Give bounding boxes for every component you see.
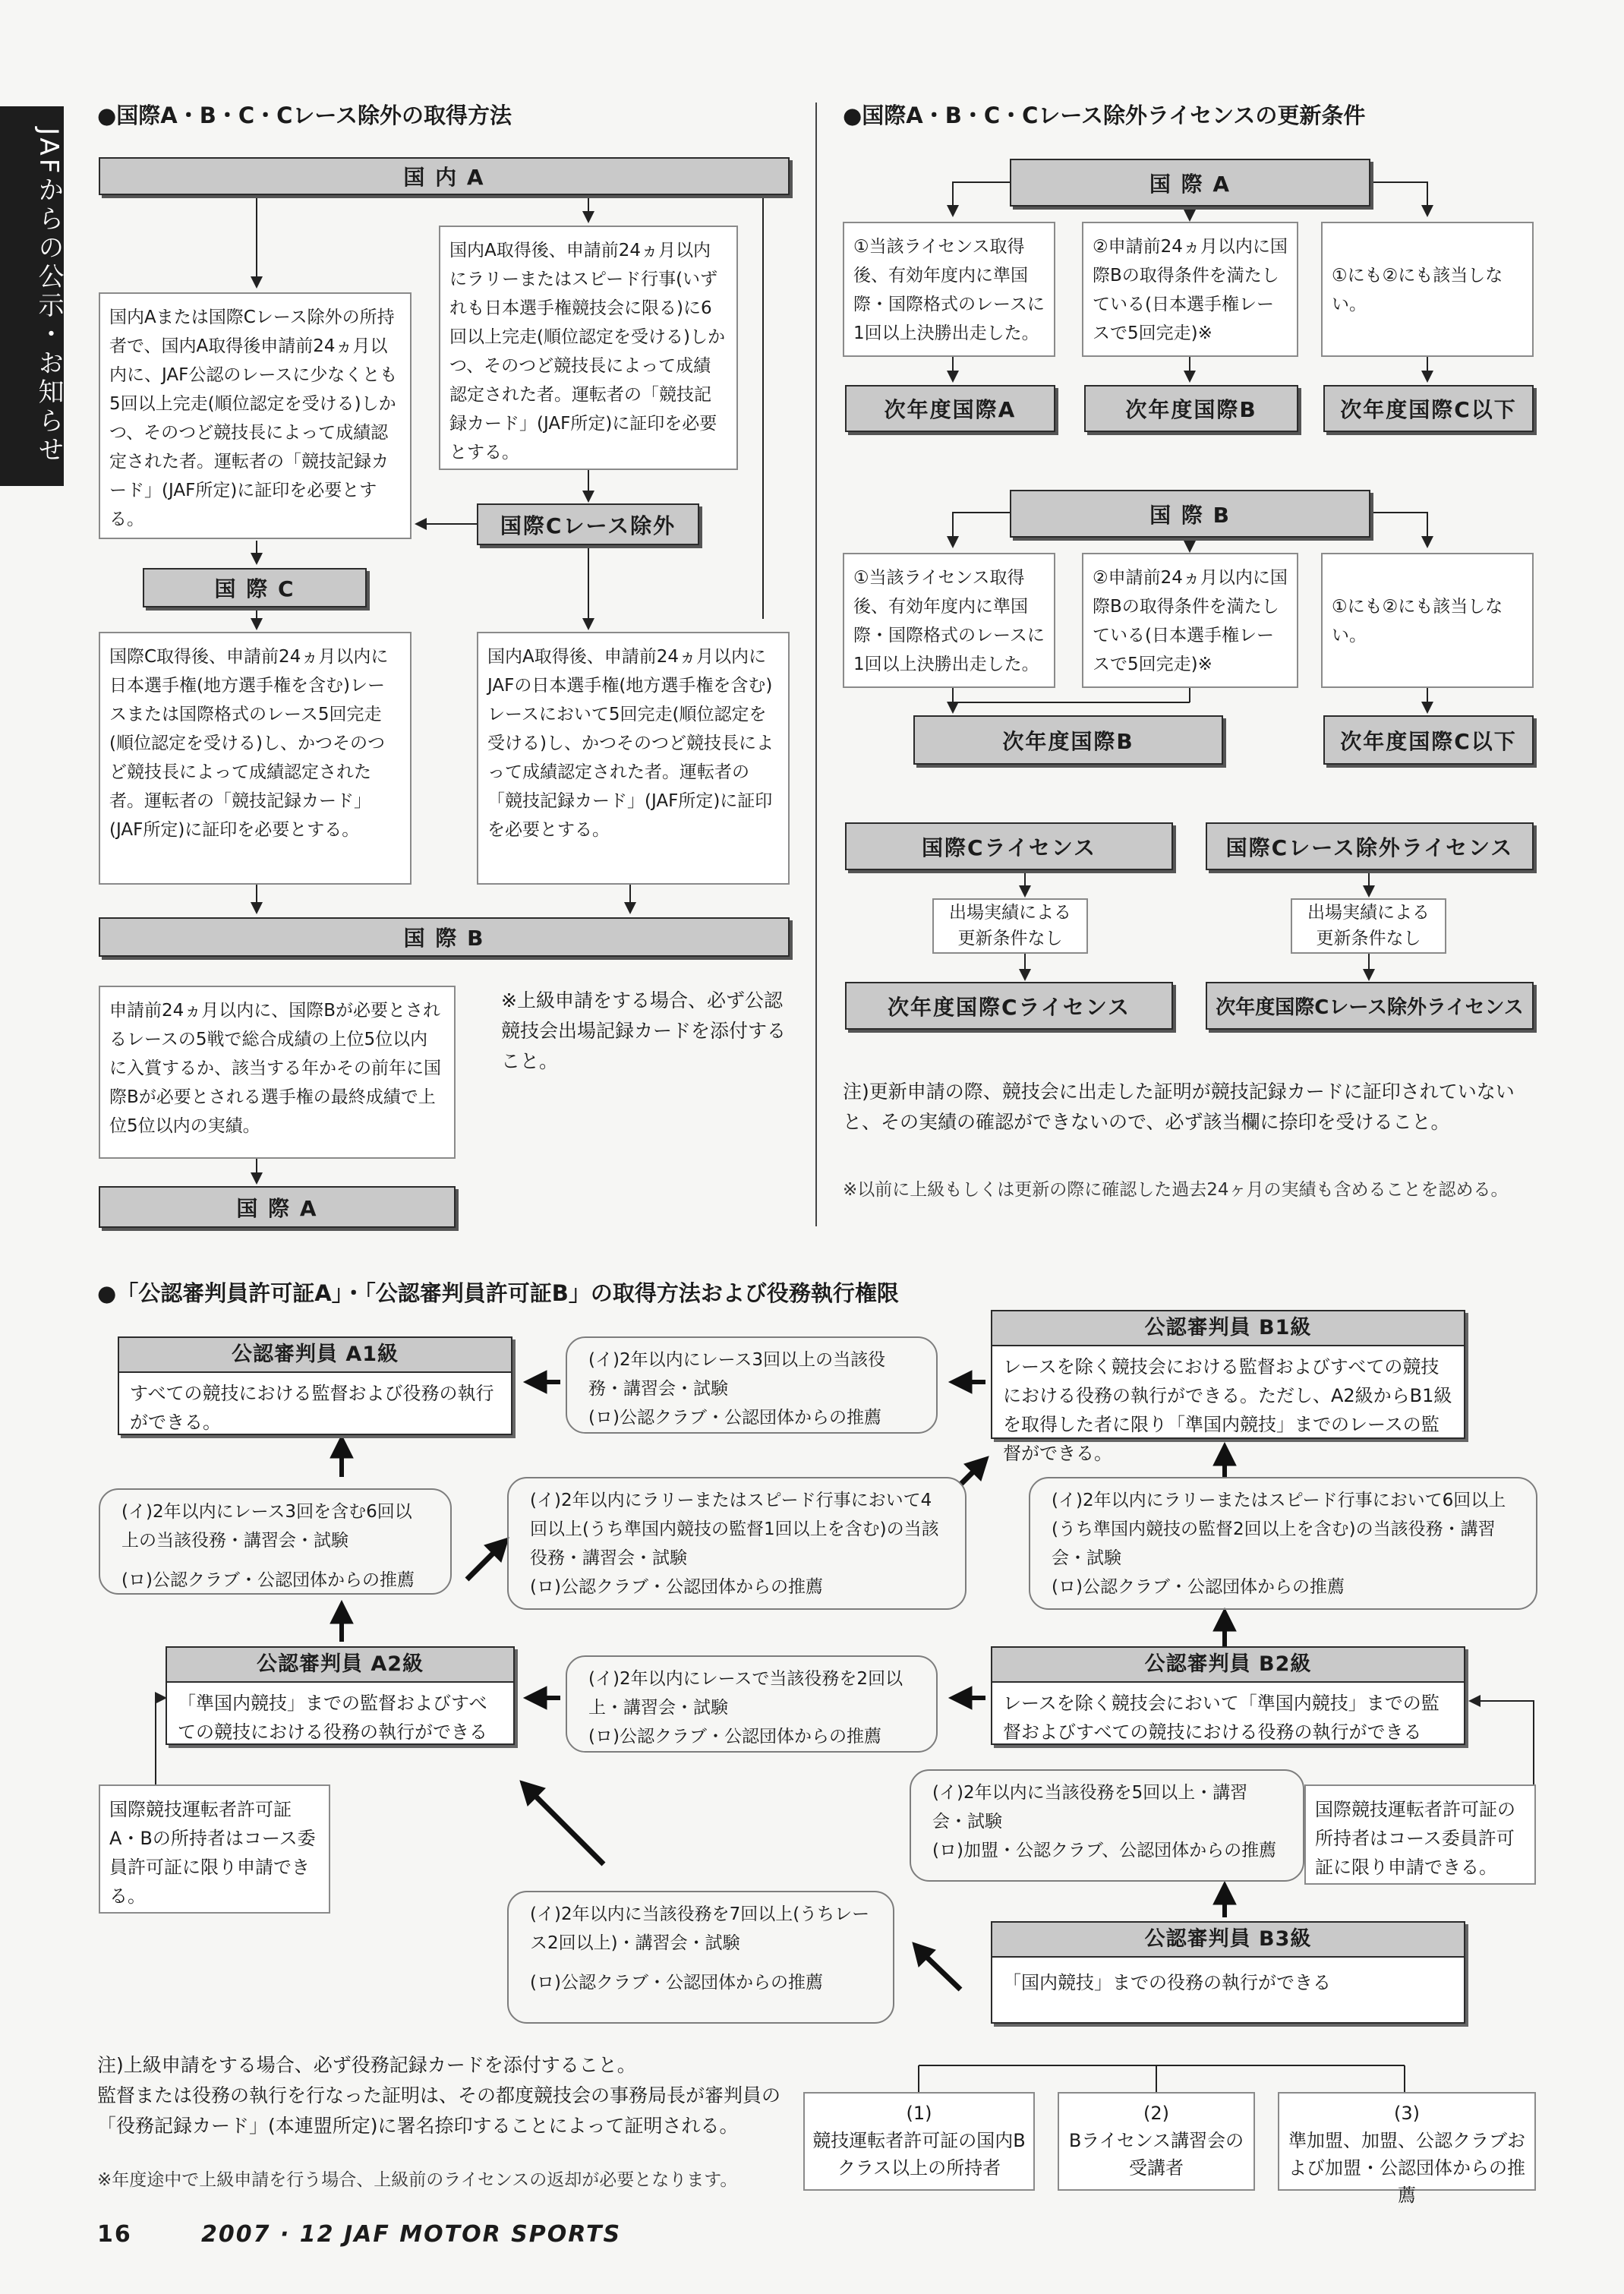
card-a2-title: 公認審判員 A2級 [167, 1648, 513, 1683]
card-b2 [991, 1646, 1465, 1745]
renew-c-no-condition: 出場実績による更新条件なし [932, 898, 1088, 954]
s3-note-upgrade: 注)上級申請をする場合、必ず役務記録カードを添付すること。 [97, 2054, 636, 2076]
cond-b2-to-b1: (イ)2年以内にラリーまたはスピード行事において6回以上(うち準国内競技の監督2回以上を含む)の当該役務・講習会・試験 (ロ)公認クラブ・公認団体からの推薦 [1029, 1477, 1537, 1610]
card-b1-title: 公認審判員 B1級 [992, 1311, 1464, 1346]
side-note-b2: 国際競技運転者許可証の所持者はコース委員許可証に限り申請できる。 [1304, 1784, 1536, 1885]
box-route-championship: 国内A取得後、申請前24ヵ月以内にJAFの日本選手権(地方選手権を含む)レースにおいて5回完走(順位認定を受ける)し、かつそのつど競技長によって成績認定された者。運転者の「競技記録カード」(JAF所定)に証印を必要とする。 [477, 632, 790, 885]
sidebar-tab: JAFからの公示・お知らせ [0, 106, 64, 486]
renew-a-cond3: ①にも②にも該当しない。 [1321, 222, 1534, 357]
renew-c-exclusion-license: 国際Cレース除外ライセンス [1206, 822, 1534, 870]
card-a2-body: 「準国内競技」までの監督およびすべての競技における役務の執行ができる [178, 1693, 487, 1743]
renew-note-stamp: 注)更新申請の際、競技会に出走した証明が競技記録カードに証印されていないと、その実績の確認ができないので、必ず該当欄に捺印を受けること。 [843, 1081, 1515, 1133]
card-b3-body: 「国内競技」までの役務の執行ができる [1003, 1972, 1331, 1993]
card-a2 [166, 1646, 515, 1745]
b3-requirement-3: (3) 準加盟、加盟、公認クラブおよび加盟・公認団体からの推薦 [1278, 2092, 1536, 2191]
renew-kokusai-b: 国 際 B [1010, 490, 1370, 538]
section2-title: ●国際A・B・C・Cレース除外ライセンスの更新条件 [843, 103, 1366, 128]
section3-title: ●「公認審判員許可証A」・「公認審判員許可証B」の取得方法および役務執行権限 [97, 1280, 899, 1306]
box-route-rally: 国内A取得後、申請前24ヵ月以内にラリーまたはスピード行事(いずれも日本選手権競技会に限る)に6回以上完走(順位認定を受ける)しかつ、そのつど競技長によって成績認定された者。運転者の「競技記録カード」(JAF所定)に証印を必要とする。 [439, 226, 738, 470]
b3-requirement-2: (2) Bライセンス講習会の受講者 [1058, 2092, 1255, 2191]
cond-b2-to-a2: (イ)2年以内にレースで当該役務を2回以上・講習会・試験 (ロ)公認クラブ・公認団体からの推薦 [566, 1655, 938, 1753]
renew-b-result2: 次年度国際C以下 [1323, 715, 1534, 765]
section1-title: ●国際A・B・C・Cレース除外の取得方法 [97, 103, 512, 128]
card-b3-title: 公認審判員 B3級 [992, 1923, 1464, 1958]
card-b1-body: レースを除く競技会における監督およびすべての競技における役務の執行ができる。ただし、A2級からB1級を取得した者に限り「準国内競技」までのレースの監督ができる。 [1003, 1356, 1452, 1464]
card-a1-title: 公認審判員 A1級 [119, 1338, 511, 1373]
cond-a2-to-b1: (イ)2年以内にラリーまたはスピード行事において4回以上(うち準国内競技の監督1回以上を含む)の当該役務・講習会・試験 (ロ)公認クラブ・公認団体からの推薦 [507, 1477, 967, 1610]
card-b1 [991, 1310, 1465, 1464]
card-b3 [991, 1921, 1465, 2024]
renew-a-cond2: ②申請前24ヵ月以内に国際Bの取得条件を満たしている(日本選手権レースで5回完走)※ [1082, 222, 1298, 357]
renew-c-license: 国際Cライセンス [845, 822, 1173, 870]
renew-a-result2: 次年度国際B [1084, 385, 1298, 432]
cond-b3-to-b2: (イ)2年以内に当該役務を5回以上・講習会・試験 (ロ)加盟・公認クラブ、公認団体からの推薦 [910, 1769, 1304, 1882]
magazine-name: 2007 · 12 JAF MOTOR SPORTS [201, 2221, 622, 2248]
box-route-c-exclusion: 国内Aまたは国際Cレース除外の所持者で、国内A取得後申請前24ヵ月以内に、JAF公認のレースに少なくとも5回以上完走(順位認定を受ける)しかつ、そのつど競技長によって成績認定された者。運転者の「競技記録カード」(JAF所定)に証印を必要とする。 [99, 292, 412, 539]
node-kokusai-c-exclusion: 国際Cレース除外 [477, 503, 699, 545]
s3-note-return: ※年度途中で上級申請を行う場合、上級前のライセンスの返却が必要となります。 [97, 2170, 738, 2190]
node-kokusai-c: 国 際 C [143, 568, 367, 607]
card-b2-body: レースを除く競技会において「準国内競技」までの監督およびすべての競技における役務の執行ができる [1003, 1693, 1440, 1743]
cond-b3-to-a2: (イ)2年以内に当該役務を7回以上(うちレース2回以上)・講習会・試験 (ロ)公認クラブ・公認団体からの推薦 [507, 1891, 894, 2024]
renew-note-past-record: ※以前に上級もしくは更新の際に確認した過去24ヶ月の実績も含めることを認める。 [843, 1180, 1509, 1200]
renew-b-cond3: ①にも②にも該当しない。 [1321, 553, 1534, 688]
s3-note-proof: 監督または役務の執行を行なった証明は、その都度競技会の事務局長が審判員の「役務記録カード」(本連盟所定)に署名捺印することによって証明される。 [97, 2084, 781, 2137]
note-upgrade-card: ※上級申請をする場合、必ず公認競技会出場記録カードを添付すること。 [501, 989, 787, 1072]
renew-a-result3: 次年度国際C以下 [1323, 385, 1534, 432]
renew-b-cond1: ①当該ライセンス取得後、有効年度内に準国際・国際格式のレースに1回以上決勝出走した。 [843, 553, 1055, 688]
renew-c-result: 次年度国際Cライセンス [845, 982, 1173, 1030]
renew-b-result1: 次年度国際B [913, 715, 1223, 765]
side-note-a2: 国際競技運転者許可証A・Bの所持者はコース委員許可証に限り申請できる。 [99, 1784, 330, 1914]
renew-c-exclusion-result: 次年度国際Cレース除外ライセンス [1206, 982, 1534, 1030]
renew-a-cond1: ①当該ライセンス取得後、有効年度内に準国際・国際格式のレースに1回以上決勝出走した。 [843, 222, 1055, 357]
renew-kokusai-a: 国 際 A [1010, 159, 1370, 207]
box-route-kokusai-b: 申請前24ヵ月以内に、国際Bが必要とされるレースの5戦で総合成績の上位5位以内に入賞するか、該当する年かその前年に国際Bが必要とされる選手権の最終成績で上位5位以内の実績。 [99, 986, 456, 1159]
node-kokunai-a: 国 内 A [99, 157, 790, 195]
b3-requirement-1: (1) 競技運転者許可証の国内Bクラス以上の所持者 [803, 2092, 1035, 2191]
renew-c-exclusion-no-condition: 出場実績による更新条件なし [1291, 898, 1446, 954]
card-a1 [118, 1336, 512, 1435]
cond-b1-to-a1: (イ)2年以内にレース3回以上の当該役務・講習会・試験 (ロ)公認クラブ・公認団体からの推薦 [566, 1336, 938, 1434]
node-kokusai-a: 国 際 A [99, 1186, 456, 1228]
page-number: 16 [97, 2221, 132, 2248]
card-b2-title: 公認審判員 B2級 [992, 1648, 1464, 1683]
card-a1-body: すべての競技における監督および役務の執行ができる。 [130, 1383, 494, 1433]
renew-b-cond2: ②申請前24ヵ月以内に国際Bの取得条件を満たしている(日本選手権レースで5回完走)※ [1082, 553, 1298, 688]
renew-a-result1: 次年度国際A [845, 385, 1055, 432]
cond-a2-to-a1: (イ)2年以内にレース3回を含む6回以上の当該役務・講習会・試験 (ロ)公認クラブ・公認団体からの推薦 [99, 1488, 452, 1595]
node-kokusai-b: 国 際 B [99, 917, 790, 957]
box-route-kokusai-c: 国際C取得後、申請前24ヵ月以内に日本選手権(地方選手権を含む)レースまたは国際格式のレース5回完走(順位認定を受ける)し、かつそのつど競技長によって成績認定された者。運転者の「競技記録カード」(JAF所定)に証印を必要とする。 [99, 632, 412, 885]
